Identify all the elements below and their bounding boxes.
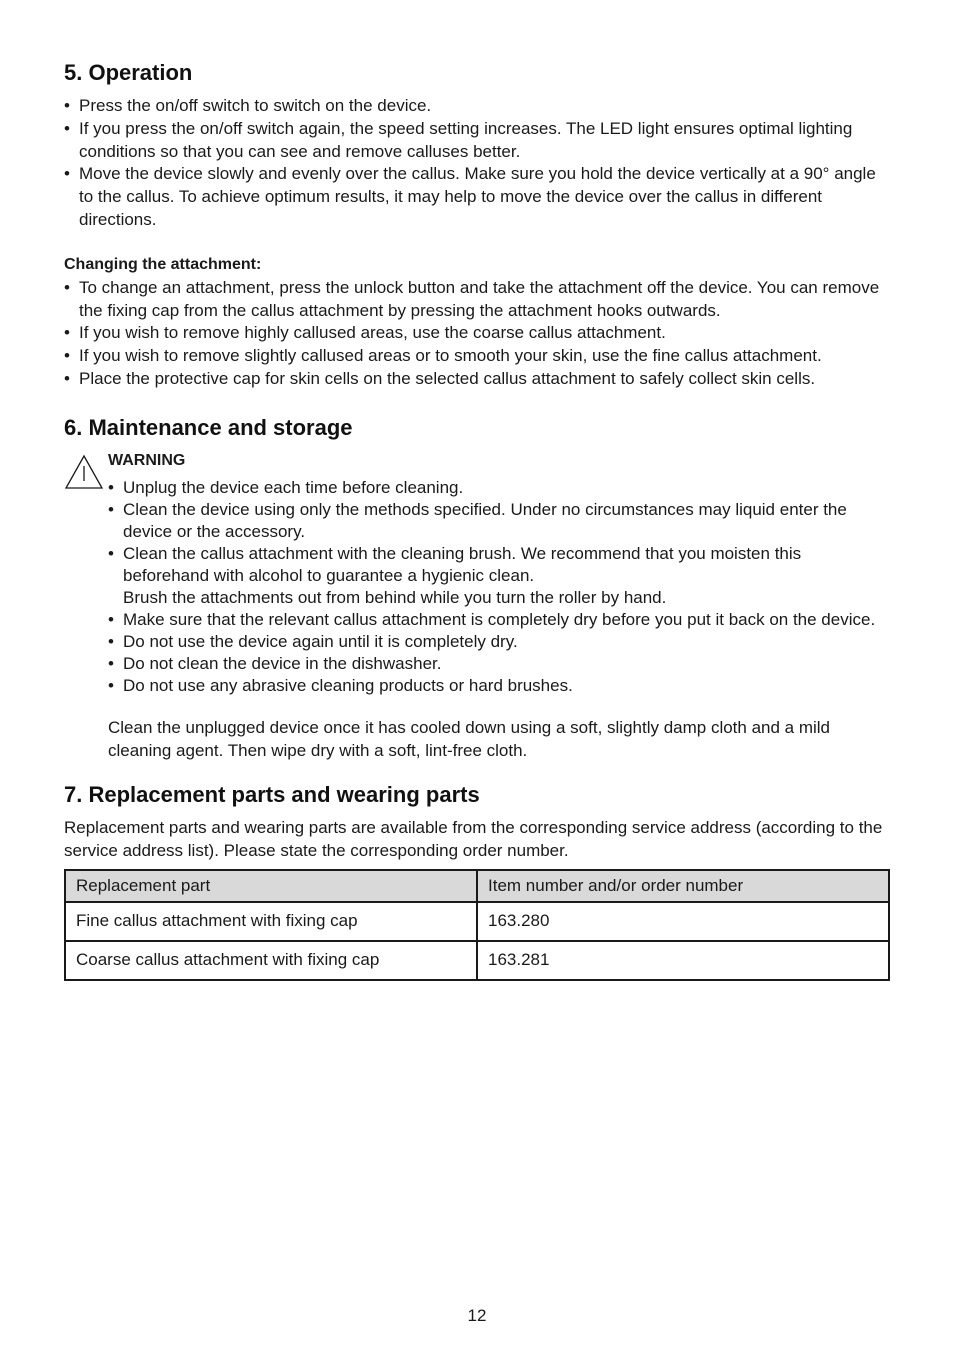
warning-list	[108, 477, 890, 697]
table-cell: 163.280	[477, 902, 889, 941]
table-row	[65, 902, 889, 941]
list-item: • Place the protective cap for skin cells on the selected callus attachment to safely collect skin cells.	[64, 368, 890, 391]
section-replacement-parts	[64, 780, 890, 981]
attachment-list	[64, 277, 890, 391]
warning-label: WARNING	[108, 451, 186, 469]
section-heading-replacement: 7. Replacement parts and wearing parts	[64, 782, 480, 808]
table-row	[65, 941, 889, 980]
document-page	[64, 58, 890, 981]
list-item: • Clean the device using only the methods specified. Under no circumstances may liquid enter the device or the accessory.	[108, 499, 890, 543]
list-item: • If you wish to remove highly callused areas, use the coarse callus attachment.	[64, 322, 890, 345]
table-header-cell: Item number and/or order number	[477, 870, 889, 902]
list-item: • Move the device slowly and evenly over the callus. Make sure you hold the device vertically at a 90° angle to the callus. To achieve optimum results, it may help to move the device over the callus in different directions.	[64, 163, 890, 231]
table-cell: Fine callus attachment with fixing cap	[65, 902, 477, 941]
warning-triangle-icon	[64, 454, 104, 490]
list-item: • Unplug the device each time before cleaning.	[108, 477, 890, 499]
list-item	[108, 543, 890, 609]
section-heading-maintenance: 6. Maintenance and storage	[64, 414, 353, 440]
table-header-cell: Replacement part	[65, 870, 477, 902]
list-item: • If you press the on/off switch again, the speed setting increases. The LED light ensures optimal lighting conditions so that you can see and remove calluses better.	[64, 118, 890, 164]
page-number: 12	[467, 1306, 487, 1325]
list-item: • Press the on/off switch to switch on the device.	[64, 95, 890, 118]
section-maintenance	[64, 413, 890, 763]
table-cell: 163.281	[477, 941, 889, 980]
list-item: • Do not use any abrasive cleaning products or hard brushes.	[108, 675, 890, 697]
list-item: • If you wish to remove slightly callused areas or to smooth your skin, use the fine callus attachment.	[64, 345, 890, 368]
subheading-changing-attachment: Changing the attachment:	[64, 255, 262, 273]
list-item: • Do not use the device again until it is completely dry.	[108, 631, 890, 653]
section-heading-operation: 5. Operation	[64, 60, 193, 85]
warning-block	[64, 450, 890, 763]
list-item: • Make sure that the relevant callus attachment is completely dry before you put it back on the device.	[108, 609, 890, 631]
replacement-intro: Replacement parts and wearing parts are available from the corresponding service address (according to the service address list). Please state the corresponding order number.	[64, 818, 883, 861]
list-item-text: Clean the callus attachment with the cleaning brush. We recommend that you moisten this beforehand with alcohol to guarantee a hygienic clean.	[123, 543, 802, 585]
table-header-row	[65, 870, 889, 902]
section-operation	[64, 58, 890, 391]
list-item: • To change an attachment, press the unlock button and take the attachment off the device. You can remove the fixing cap from the callus attachment by pressing the attachment hooks outwards.	[64, 277, 890, 323]
parts-table	[64, 869, 890, 981]
table-cell: Coarse callus attachment with fixing cap	[65, 941, 477, 980]
cleaning-paragraph: Clean the unplugged device once it has cooled down using a soft, slightly damp cloth and a mild cleaning agent. Then wipe dry with a soft, lint-free cloth.	[108, 717, 831, 760]
operation-list	[64, 95, 890, 232]
brush-note: Brush the attachments out from behind while you turn the roller by hand.	[123, 587, 667, 607]
list-item: • Do not clean the device in the dishwasher.	[108, 653, 890, 675]
